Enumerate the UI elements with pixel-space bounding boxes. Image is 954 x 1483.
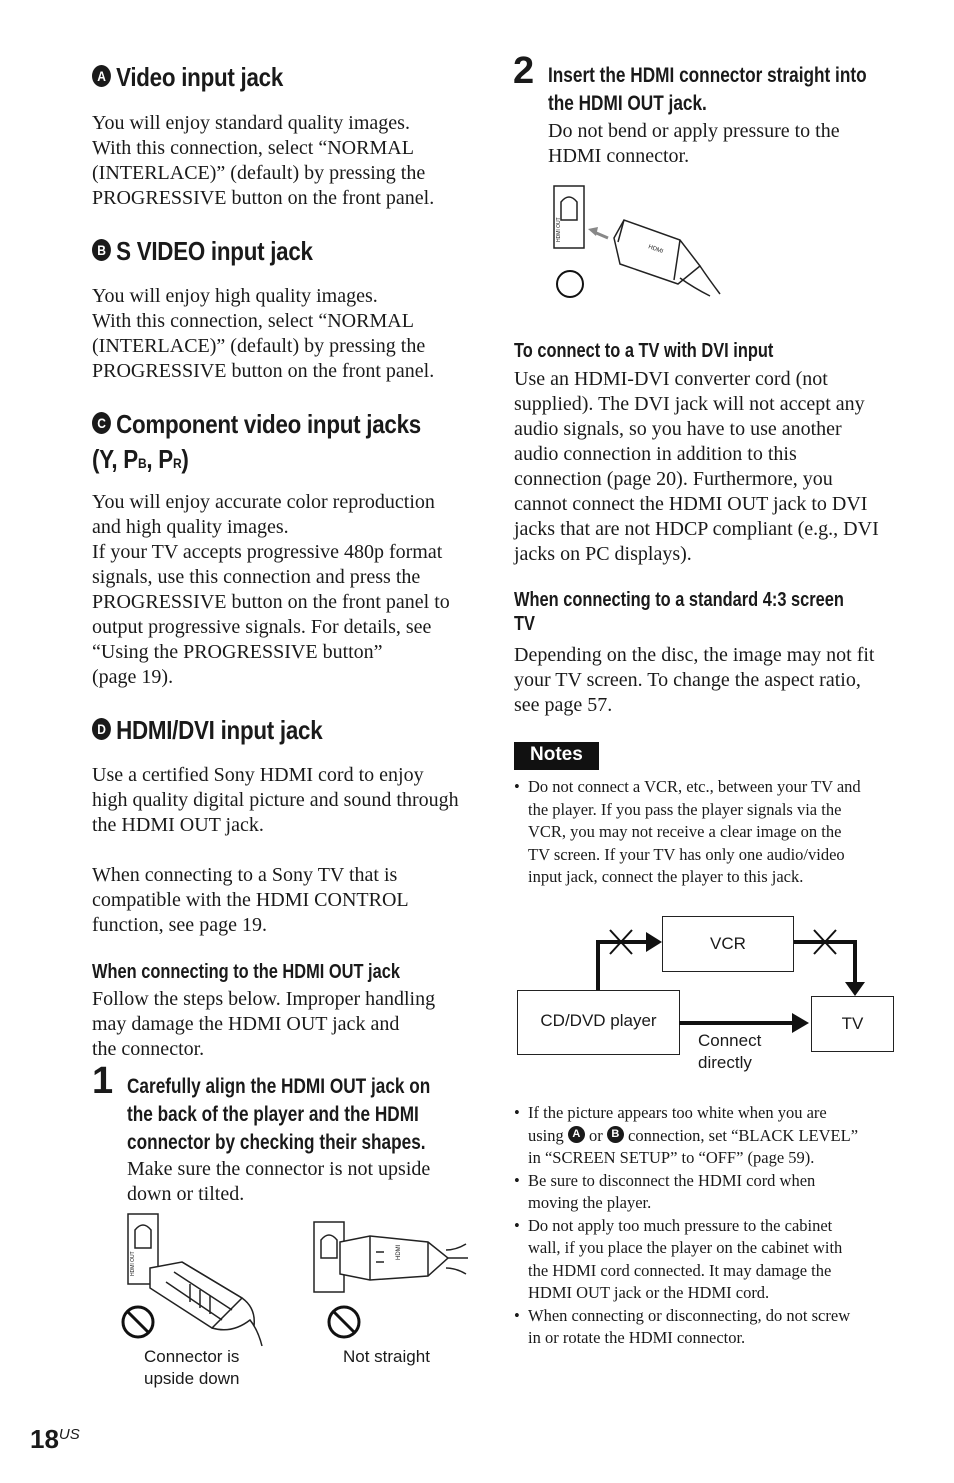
badge-a-inline: A (568, 1126, 585, 1143)
badge-b: B (92, 239, 111, 261)
section-d-body: Use a certified Sony HDMI cord to enjoy high quality digital picture and sound through the HDMI OUT jack. When connecting to a Sony TV that is compatible with the HDMI CONTROL function, see page 19. (92, 764, 459, 936)
hdmi-out-body: Follow the steps below. Improper handling may damage the HDMI OUT jack and the connector. (92, 988, 436, 1060)
connector-not-straight-illustration (310, 1212, 470, 1342)
standard-tv-subheading: When connecting to a standard 4:3 screen TV (514, 589, 844, 635)
vcr-box: VCR (662, 916, 794, 972)
badge-a: A (92, 65, 111, 87)
svg-text:HDMI OUT: HDMI OUT (556, 217, 562, 242)
notes-label: Notes (514, 742, 599, 770)
standard-tv-body: Depending on the disc, the image may not fit your TV screen. To change the aspect ratio, see page 57. (514, 644, 875, 716)
connection-arrows (510, 920, 910, 1040)
section-c-heading-line2: (Y, PB, PR) (92, 444, 189, 474)
caption-upside-down: Connector is upside down (144, 1347, 240, 1388)
svg-text:HDMI: HDMI (647, 244, 664, 256)
page-number: $18^{US}$ (30, 1424, 80, 1454)
note-pressure: • Do not apply too much pressure to the cabinet wall, if you place the player on the cabinet with the HDMI cord connected. It may damage the HDMI OUT jack or the HDMI cord. (514, 1215, 904, 1305)
badge-c: C (92, 412, 111, 434)
section-b-heading: B S VIDEO input jack (92, 236, 313, 267)
section-c-body: You will enjoy accurate color reproduction and high quality images. If your TV accepts progressive 480p format signals, use this connection and press the PROGRESSIVE button on the front panel to output progressive signals. For details, see “Using the PROGRESSIVE button” (page 19). (92, 491, 450, 688)
step-1-title: Carefully align the HDMI OUT jack on the back of the player and the HDMI connector by checking their shapes. (127, 1075, 431, 1154)
step-1-body: Make sure the connector is not upside down or tilted. (127, 1158, 431, 1205)
badge-b-inline: B (607, 1126, 624, 1143)
note-rotate: • When connecting or disconnecting, do not screw in or rotate the HDMI connector. (514, 1305, 904, 1350)
section-c-heading: C Component video input jacks (92, 409, 421, 440)
hdmi-out-subheading: When connecting to the HDMI OUT jack (92, 961, 400, 983)
svg-text:HDMI: HDMI (396, 1244, 402, 1260)
connect-directly-label: Connect directly (698, 1031, 762, 1072)
section-b-body: You will enjoy high quality images. With this connection, select “NORMAL (INTERLACE)” (default) by pressing the PROGRESSIVE button on the front panel. (92, 285, 435, 382)
section-a-heading: A Video input jack (92, 62, 283, 93)
step-2-title: Insert the HDMI connector straight into the HDMI OUT jack. (548, 64, 867, 115)
step-2-body: Do not bend or apply pressure to the HDMI connector. (548, 120, 840, 167)
notes-remaining (514, 1102, 904, 1350)
dvi-body: Use an HDMI-DVI converter cord (not supplied). The DVI jack will not accept any audio signals, so you have to use another audio connection in addition to this connection (page 20). Furthermore, you cannot connect the HDMI OUT jack to DVI jacks that are not HDCP compliant (e.g., DVI jacks on PC displays). (514, 368, 879, 565)
badge-d: D (92, 718, 111, 740)
notes-first-bullet: • Do not connect a VCR, etc., between your TV and the player. If you pass the player signals via the VCR, you may not receive a clear image on the TV screen. If your TV has only one audio/video input jack, connect the player to this jack. (514, 776, 904, 889)
dvi-subheading: To connect to a TV with DVI input (514, 340, 774, 362)
player-box: CD/DVD player (517, 990, 680, 1055)
section-d-heading: D HDMI/DVI input jack (92, 715, 322, 746)
section-a-body: You will enjoy standard quality images. With this connection, select “NORMAL (INTERLACE)” (default) by pressing the PROGRESSIVE button on the front panel. (92, 112, 435, 209)
caption-not-straight: Not straight (343, 1347, 430, 1366)
note-too-white: • If the picture appears too white when you are using A or B connection, set “BLACK LEVEL” in “SCREEN SETUP” to “OFF” (page 59). (514, 1102, 904, 1170)
tv-box: TV (811, 996, 894, 1052)
step-1-number: 1 (92, 1060, 114, 1102)
connector-upside-down-illustration (120, 1212, 280, 1347)
connector-straight-illustration (550, 182, 730, 312)
step-2-number: 2 (513, 50, 535, 92)
svg-text:HDMI OUT: HDMI OUT (130, 1251, 136, 1276)
note-disconnect: • Be sure to disconnect the HDMI cord when moving the player. (514, 1170, 904, 1215)
